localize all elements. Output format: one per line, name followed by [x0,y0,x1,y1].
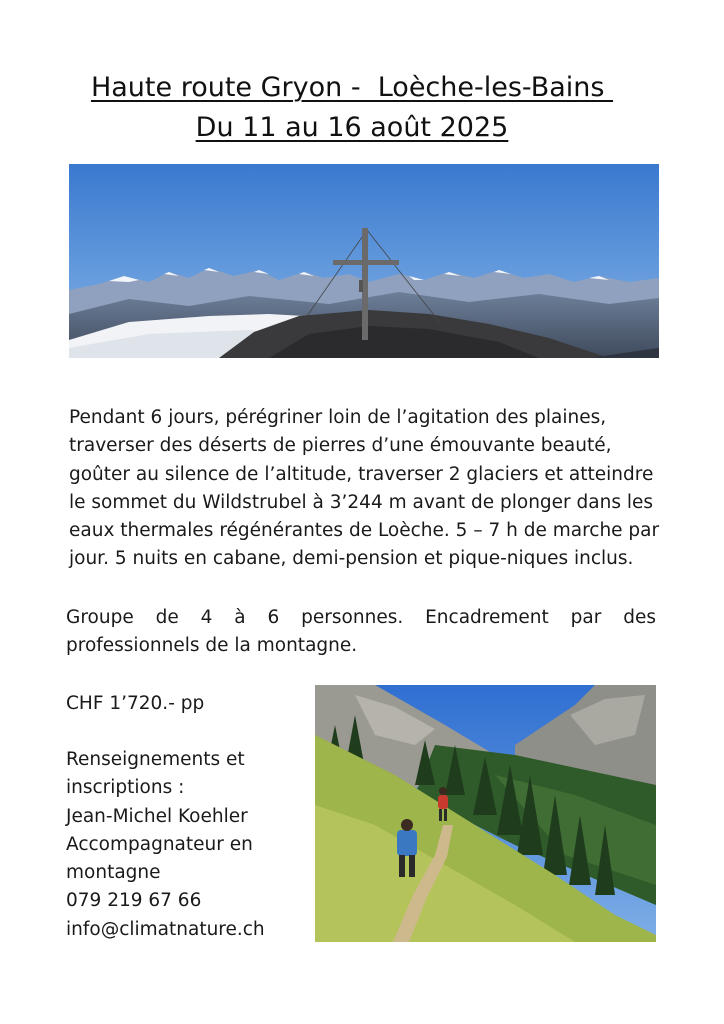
hikers-trail-photo [315,685,656,942]
group-size-line: Groupe de 4 à 6 personnes. Encadrement par des [66,607,656,628]
description-line: jour. 5 nuits en cabane, demi-pension et pique-niques inclus. [69,548,634,570]
contact-line: inscriptions : [66,777,185,799]
contact-info [66,746,306,944]
page-title: Haute route Gryon - Loèche-les-Bains [90,72,614,103]
description-line: traverser des déserts de pierres d’une émouvante beauté, [69,435,612,457]
contact-email: info@climatnature.ch [66,918,265,940]
description-line: Pendant 6 jours, pérégriner loin de l’agitation des plaines, [69,407,607,428]
group-info [66,604,656,661]
contact-line: Renseignements et [66,749,245,770]
group-guides-line: professionnels de la montagne. [66,635,358,657]
description-line: eaux thermales régénérantes de Loèche. 5 – 7 h de marche par [69,520,660,542]
summit-cross-photo [69,164,659,358]
price: CHF 1’720.- pp [66,693,205,714]
contact-role: Accompagnateur en [66,833,253,855]
trip-description [69,404,659,574]
description-line: goûter au silence de l’altitude, traverser 2 glaciers et atteindre [69,463,654,485]
contact-phone: 079 219 67 66 [66,890,202,912]
contact-role: montagne [66,862,161,884]
description-line: le sommet du Wildstrubel à 3’244 m avant de plonger dans les [69,491,654,513]
event-dates: Du 11 au 16 août 2025 [195,112,509,143]
contact-name: Jean-Michel Koehler [66,805,248,827]
